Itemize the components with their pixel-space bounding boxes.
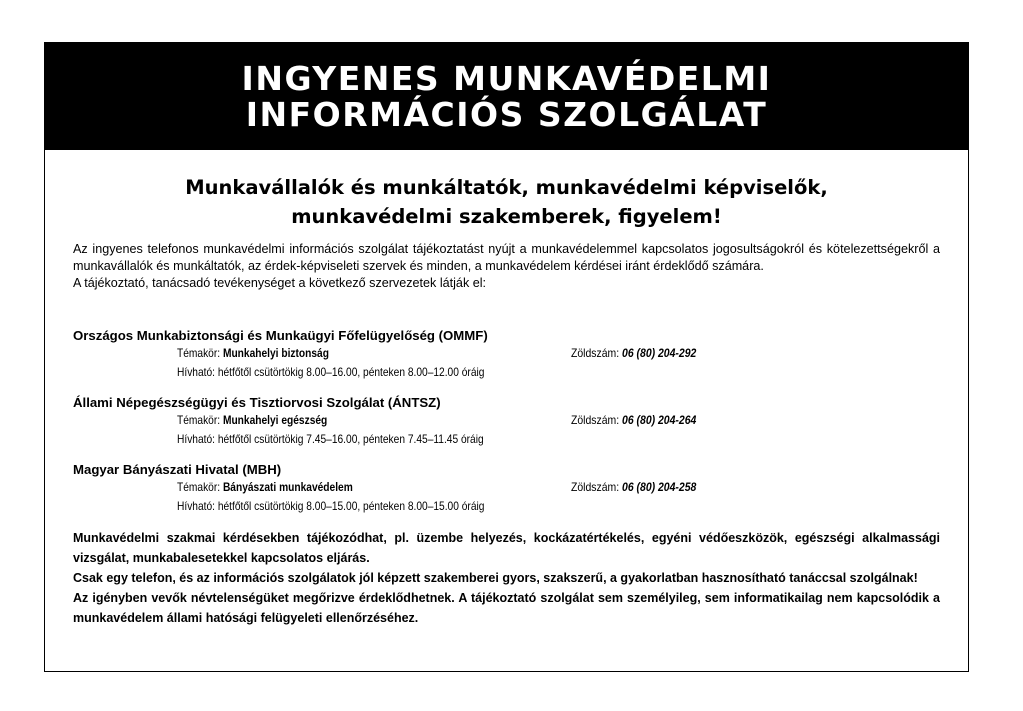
org-hours-row [73,430,940,449]
org-topic-row [73,411,940,430]
closing-paragraph-1: Munkavédelmi szakmai kérdésekben tájékozódhat, pl. üzembe helyezés, kockázatértékelés, egyéni védőeszközök, egészségi alkalmassági vizsgálat, munkabalesetekkel kapcsolatos eljárás. [73,531,940,565]
hotline-label: Zöldszám: [571,414,620,427]
poster-frame [44,42,969,672]
org-phone: 06 (80) 204-292 [622,347,697,360]
closing-paragraph-2: Csak egy telefon, és az információs szolgálatok jól képzett szakemberei gyors, szakszerű, a gyakorlatban hasznosítható tanáccsal szolgálnak! [73,571,918,585]
org-hours: Hívható: hétfőtől csütörtökig 8.00–15.00, pénteken 8.00–15.00 óráig [177,500,485,513]
org-name: Magyar Bányászati Hivatal (MBH) [73,462,282,477]
topic-label: Témakör: [177,481,221,494]
org-phone: 06 (80) 204-258 [622,481,697,494]
org-topic-row [73,344,940,363]
org-name: Országos Munkabiztonsági és Munkaügyi Főfelügyelőség (OMMF) [73,328,488,343]
org-topic-row [73,478,940,497]
subheading-line-2: munkavédelmi szakemberek, figyelem! [291,205,722,228]
org-topic: Munkahelyi biztonság [222,347,329,360]
subheading-line-1: Munkavállalók és munkáltatók, munkavédelmi képviselők, [185,176,828,199]
org-hours-row [73,497,940,516]
intro-text [73,241,940,292]
org-hours: Hívható: hétfőtől csütörtökig 8.00–16.00, pénteken 8.00–12.00 óráig [177,366,485,379]
closing-text [73,528,940,628]
subheading [45,173,968,231]
org-phone: 06 (80) 204-264 [622,414,697,427]
banner-title-line-2: INFORMÁCIÓS SZOLGÁLAT [245,94,768,134]
org-block-antsz [73,394,940,449]
closing-paragraph-3: Az igényben vevők névtelenségüket megőrizve érdeklődhetnek. A tájékoztató szolgálat sem személyileg, sem informatikailag nem kapcsolódik a munkavédelem állami hatósági felügyeleti ellenőrzéséhez. [73,591,940,625]
org-block-ommf [73,327,940,382]
hotline-label: Zöldszám: [571,347,620,360]
org-hours-row [73,363,940,382]
org-hours: Hívható: hétfőtől csütörtökig 7.45–16.00, pénteken 7.45–11.45 óráig [177,433,484,446]
hotline-label: Zöldszám: [571,481,620,494]
intro-paragraph: Az ingyenes telefonos munkavédelmi információs szolgálat tájékoztatást nyújt a munkavédelemmel kapcsolatos jogosultságokról és kötelezettségekről a munkavállalók és munkáltatók, az érdek-képviseleti szervek és minden, a munkavédelem kérdései iránt érdeklődő számára. [73,242,940,273]
org-topic: Munkahelyi egészség [222,414,328,427]
org-block-mbh [73,461,940,516]
intro-lead: A tájékoztató, tanácsadó tevékenységet a következő szervezetek látják el: [73,276,487,290]
topic-label: Témakör: [177,414,221,427]
banner-title-line-1: INGYENES MUNKAVÉDELMI [241,58,772,98]
topic-label: Témakör: [177,347,221,360]
org-topic: Bányászati munkavédelem [222,481,353,494]
title-banner [45,43,968,150]
org-name: Állami Népegészségügyi és Tisztiorvosi Szolgálat (ÁNTSZ) [73,395,441,410]
